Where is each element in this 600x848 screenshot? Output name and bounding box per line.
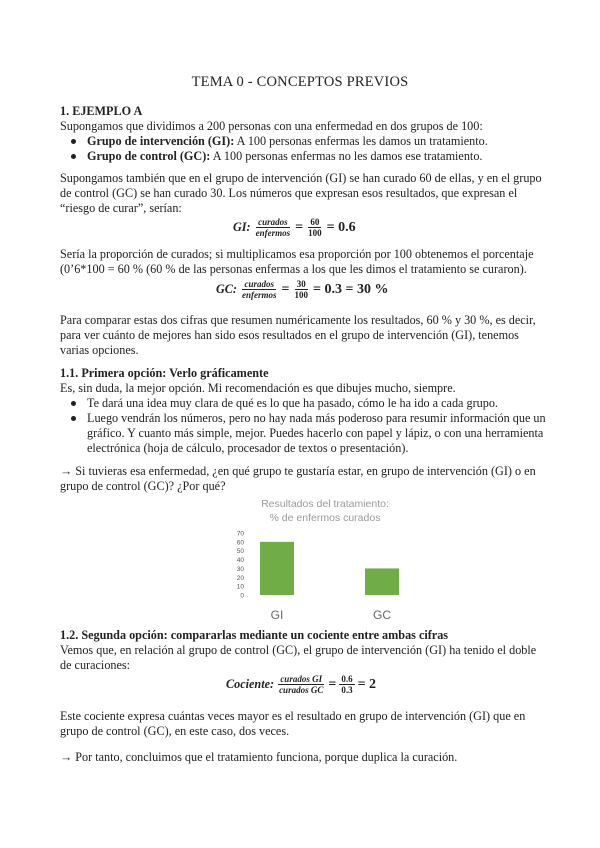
formula-numerator: 30 <box>296 279 306 289</box>
paragraph <box>60 247 546 277</box>
formula-label: GC: <box>216 282 237 296</box>
formula-fraction-values <box>306 217 324 238</box>
paragraph <box>60 709 546 739</box>
bar-gc <box>365 568 399 595</box>
list-item <box>60 149 546 164</box>
list-item-bold: Grupo de control (GC): <box>87 149 211 163</box>
section-intro: Vemos que, en relación al grupo de control (GC), el grupo de intervención (GI) ha tenido el doble de curaciones: <box>60 643 537 672</box>
list-item-text: A 100 personas enfermas les damos un tratamiento. <box>234 134 488 148</box>
x-axis <box>271 608 392 622</box>
document-title: TEMA 0 - CONCEPTOS PREVIOS <box>191 74 409 90</box>
y-tick-label: 60 <box>236 539 244 547</box>
formula-result: = 0.6 <box>326 220 356 235</box>
formula-denominator: enfermos <box>242 290 277 300</box>
formula-result: = 0.3 = 30 % <box>312 282 389 297</box>
section-primera-opcion <box>60 366 546 456</box>
list-item <box>60 134 546 149</box>
formula-denominator: 100 <box>308 228 322 238</box>
section-heading: 1.1. Primera opción: Verlo gráficamente <box>60 366 269 380</box>
formula-fraction-values <box>292 279 310 300</box>
formula-denominator: curados GC <box>279 685 324 695</box>
y-tick-label: 10 <box>236 583 244 591</box>
formula-denominator: 0.3 <box>341 685 353 695</box>
formula-denominator: enfermos <box>255 228 291 238</box>
paragraph <box>60 171 546 216</box>
section-heading: 1. EJEMPLO A <box>60 104 143 118</box>
formula-fraction <box>277 674 325 695</box>
formula-gi <box>233 217 356 238</box>
chart-title: Resultados del tratamiento: <box>261 498 389 510</box>
paragraph-text: Este cociente expresa cuántas veces mayor es el resultado en grupo de intervención (GI) que en grupo de control (GC), en este caso, dos veces. <box>60 709 526 738</box>
y-tick-label: 40 <box>236 557 244 565</box>
formula-numerator: curados <box>244 279 274 289</box>
paragraph-text: Supongamos también que en el grupo de intervención (GI) se han curado 60 de ellas, y en el grupo de control (GC) se han curado 30. Los números que expresan esos resultados, que expresan el “riesgo de curar”, serían: <box>60 171 542 215</box>
list-item: Luego vendrán los números, pero no hay nada más poderoso para resumir información que un gráfico. Y cuanto más simple, mejor. Puedes hacerlo con papel y lápiz, o con una herramienta electrónica (hoja de cálculo, procesador de textos o presentación). <box>60 411 546 456</box>
y-axis <box>237 531 245 600</box>
question-paragraph <box>60 464 546 494</box>
paragraph-text: Para comparar estas dos cifras que resumen numéricamente los resultados, 60 % y 30 %, es decir, para ver cuánto de mejores han sido esos resultados en el grupo de intervención (GI), tenemos varias opciones. <box>60 313 536 357</box>
bars <box>260 542 399 595</box>
formula-equals: = <box>328 677 337 692</box>
formula-numerator: 60 <box>310 217 320 227</box>
paragraph-text: Sería la proporción de curados; si multiplicamos esa proporción por 100 obtenemos el porcentaje (0’6*100 = 60 % (60 % de las personas enfermas a los que les dimos el tratamiento se curaron). <box>60 247 534 276</box>
y-tick-label: 20 <box>236 574 244 582</box>
paragraph-text: → Por tanto, concluimos que el tratamiento funciona, porque duplica la curación. <box>60 750 458 764</box>
paragraph <box>60 313 546 358</box>
chart-subtitle: % de enfermos curados <box>269 512 381 524</box>
formula-numerator: curados GI <box>280 674 323 684</box>
formula-fraction <box>240 279 279 300</box>
formula-equals: = <box>281 282 290 297</box>
formula-label: Cociente: <box>226 677 275 691</box>
x-tick-label: GI <box>270 608 284 622</box>
list-item-bold: Grupo de intervención (GI): <box>87 134 235 148</box>
formula-denominator: 100 <box>294 290 308 300</box>
list-item-text: A 100 personas enfermas no les damos ese tratamiento. <box>210 149 483 163</box>
bar-chart <box>220 492 430 628</box>
formula-result: = 2 <box>357 677 377 692</box>
formula-fraction <box>254 217 293 238</box>
formula-fraction-values <box>339 674 354 695</box>
paragraph-text: → Si tuvieras esa enfermedad, ¿en qué grupo te gustaría estar, en grupo de intervención (GI) o en grupo de control (GC)? ¿Por qué? <box>60 464 536 493</box>
y-tick-label: 30 <box>236 565 244 573</box>
formula-equals: = <box>295 220 304 235</box>
list-item: Te dará una idea muy clara de qué es lo que ha pasado, cómo le ha ido a cada grupo. <box>60 396 546 411</box>
section-heading: 1.2. Segunda opción: compararlas mediante un cociente entre ambas cifras <box>60 628 449 642</box>
formula-label: GI: <box>233 220 251 234</box>
y-tick-label: 50 <box>236 548 244 556</box>
tips-list <box>60 396 546 456</box>
bar-gi <box>260 542 294 595</box>
section-intro: Supongamos que dividimos a 200 personas con una enfermedad en dos grupos de 100: <box>60 119 483 133</box>
formula-numerator: 0.6 <box>341 674 353 684</box>
group-list <box>60 134 546 164</box>
formula-cociente <box>226 674 376 695</box>
section-intro: Es, sin duda, la mejor opción. Mi recomendación es que dibujes mucho, siempre. <box>60 381 456 395</box>
section-ejemplo-a <box>60 104 546 164</box>
formula-gc <box>216 279 388 300</box>
x-tick-label: GC <box>373 608 391 622</box>
conclusion-paragraph <box>60 750 546 765</box>
y-tick-label: 0 <box>240 592 244 600</box>
y-tick-label: 70 <box>236 530 244 538</box>
formula-numerator: curados <box>258 217 288 227</box>
section-segunda-opcion <box>60 628 546 673</box>
